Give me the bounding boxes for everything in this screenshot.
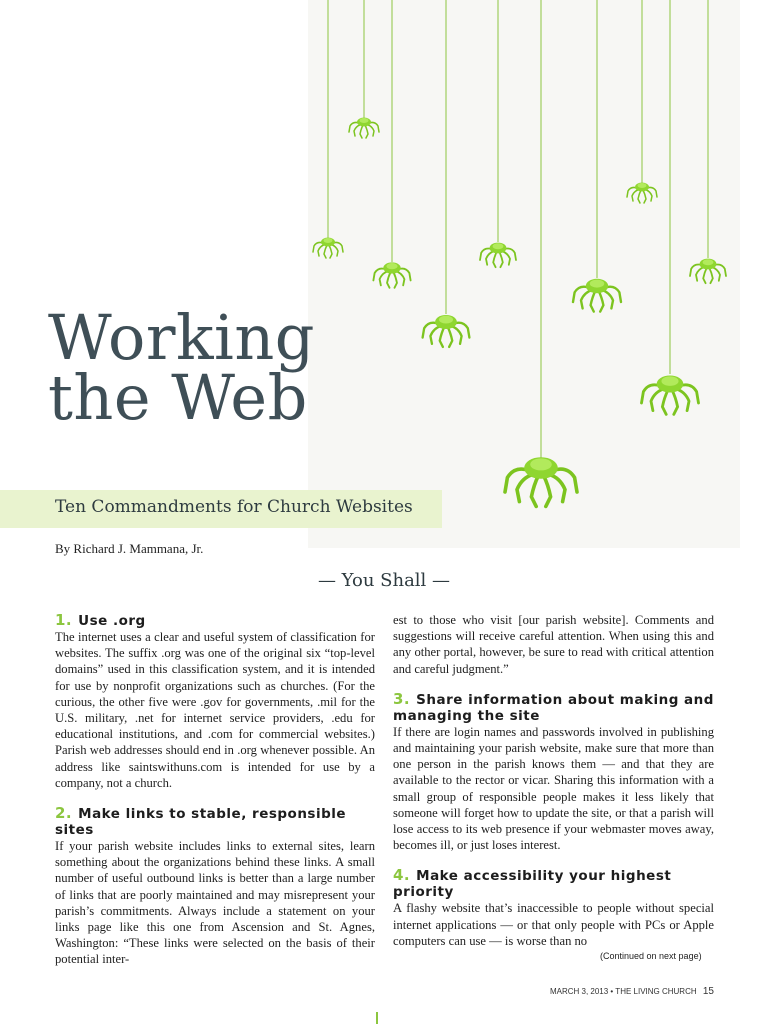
commandment-3-number: 3. bbox=[393, 689, 411, 708]
page-number: 15 bbox=[702, 986, 714, 997]
column-right bbox=[393, 612, 714, 949]
commandment-4-body: A flashy website that’s inaccessible to people without special internet applications — or that only people with PCs or Apple computers can use — is worse than no bbox=[393, 901, 714, 948]
footer-issue: MARCH 3, 2013 • THE LIVING CHURCH bbox=[549, 987, 697, 996]
spider-3 bbox=[373, 0, 410, 288]
continued-note: (Continued on next page) bbox=[600, 951, 702, 961]
commandment-2-body: If your parish website includes links to external sites, learn something about the organizations behind these links. A small number of useful outbound links is better than a large number of links that are poorly maintained and may misrepresent your parish’s commitments. Always include a statement on your links page like this one from Ascension and St. Agnes, Washington: “These links were selected on the basis of their potential inter- bbox=[55, 839, 375, 967]
commandment-1-title: Use .org bbox=[78, 613, 146, 629]
commandment-3-heading bbox=[393, 691, 714, 724]
spider-2 bbox=[313, 0, 343, 258]
commandment-2-body-continued: est to those who visit [our parish website]. Comments and suggestions will receive careful attention. When using this and any other portal, however, be sure to read with critical attention and careful judgment.” bbox=[393, 613, 714, 676]
spider-9 bbox=[642, 0, 699, 414]
commandment-1-body: The internet uses a clear and useful system of classification for websites. The suffix .org was one of the original six “top-level domains” used in this classification system, and it is intended for use by nonprofit organizations such as churches. (For the curious, the other five were .gov for governments, .mil for the U.S. military, .net for internet service providers, .edu for educational institutions, and .com for commercial websites.) Parish web addresses should end in .org whenever possible. An address like saintswithuns.com is intended for use by a company, not a church. bbox=[55, 630, 375, 790]
commandment-2-number: 2. bbox=[55, 804, 73, 823]
article-subtitle: Ten Commandments for Church Websites bbox=[55, 497, 413, 517]
commandment-3-body: If there are login names and passwords involved in publishing and maintaining your parish website, make sure that more than one person in the parish knows them — and that they are available to the rector or vicar. Sharing this information with a small group of responsible people makes it less likely that someone will forget how to update the site, or that a parish will lose access to its web presence if your webmaster moves away, becomes ill, or just loses interest. bbox=[393, 724, 714, 853]
commandment-4-title: Make accessibility your highest priority bbox=[393, 868, 672, 901]
spider-1 bbox=[349, 0, 379, 138]
article-title bbox=[48, 301, 378, 434]
commandment-1-heading bbox=[55, 612, 375, 629]
spider-4 bbox=[423, 0, 470, 347]
spider-6 bbox=[505, 0, 577, 506]
section-heading: — You Shall — bbox=[317, 570, 451, 591]
spider-10 bbox=[690, 0, 726, 283]
commandment-4-heading bbox=[393, 867, 714, 900]
bottom-thread bbox=[376, 1012, 378, 1024]
commandment-3-title: Share information about making and managing the site bbox=[393, 691, 714, 724]
spider-5 bbox=[480, 0, 516, 267]
byline: By Richard J. Mammana, Jr. bbox=[55, 541, 204, 556]
commandment-1-number: 1. bbox=[55, 611, 73, 629]
page-footer bbox=[550, 986, 714, 997]
spider-7 bbox=[573, 0, 621, 312]
title-line-1: Working bbox=[48, 301, 315, 374]
commandment-2-title: Make links to stable, responsible sites bbox=[55, 806, 347, 839]
commandment-2-heading bbox=[55, 805, 375, 838]
column-left bbox=[55, 612, 375, 968]
title-line-2: the Web bbox=[48, 361, 308, 434]
commandment-4-number: 4. bbox=[393, 866, 411, 885]
spider-8 bbox=[627, 0, 657, 203]
